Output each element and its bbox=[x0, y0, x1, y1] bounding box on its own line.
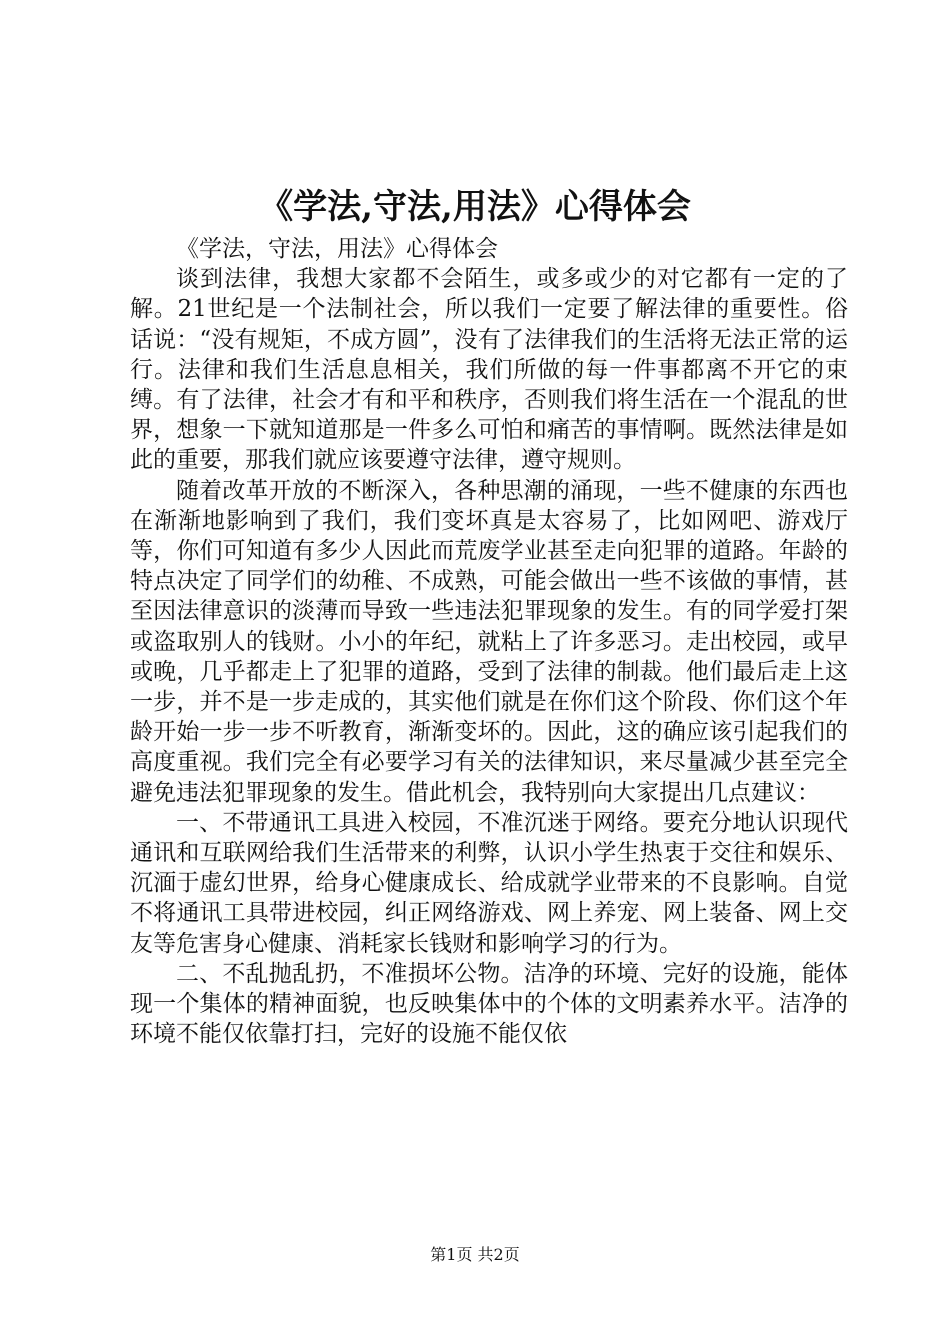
body-paragraph: 谈到法律，我想大家都不会陌生，或多或少的对它都有一定的了解。21世纪是一个法制社会，所以我们一定要了解法律的重要性。俗话说：“没有规矩，不成方圆”，没有了法律我们的生活将无法正常的运行。法律和我们生活息息相关，我们所做的每一件事都离不开它的束缚。有了法律，社会才有和平和秩序，否则我们将生活在一个混乱的世界，想象一下就知道那是一件多么可怕和痛苦的事情啊。既然法律是如此的重要，那我们就应该要遵守法律，遵守规则。 bbox=[130, 266, 848, 474]
subtitle-paragraph: 《学法，守法，用法》心得体会 bbox=[176, 236, 498, 262]
body-paragraph: 二、不乱抛乱扔，不准损坏公物。洁净的环境、完好的设施，能体现一个集体的精神面貌，也反映集体中的个体的文明素养水平。洁净的环境不能仅依靠打扫，完好的设施不能仅依 bbox=[130, 960, 848, 1048]
document-title: 《学法,守法,用法》心得体会 bbox=[259, 187, 691, 227]
body-paragraph: 一、不带通讯工具进入校园，不准沉迷于网络。要充分地认识现代通讯和互联网给我们生活带来的利弊，认识小学生热衷于交往和娱乐、沉湎于虚幻世界，给身心健康成长、给成就学业带来的不良影响。自觉不将通讯工具带进校园，纠正网络游戏、网上养宠、网上装备、网上交友等危害身心健康、消耗家长钱财和影响学习的行为。 bbox=[130, 809, 848, 957]
body-paragraph: 随着改革开放的不断深入，各种思潮的涌现，一些不健康的东西也在渐渐地影响到了我们，我们变坏真是太容易了，比如网吧、游戏厅等，你们可知道有多少人因此而荒废学业甚至走向犯罪的道路。年龄的特点决定了同学们的幼稚、不成熟，可能会做出一些不该做的事情，甚至因法律意识的淡薄而导致一些违法犯罪现象的发生。有的同学爱打架或盗取别人的钱财。小小的年纪，就粘上了许多恶习。走出校园，或早或晚，几乎都走上了犯罪的道路，受到了法律的制裁。他们最后走上这一步，并不是一步走成的，其实他们就是在你们这个阶段、你们这个年龄开始一步一步不听教育，渐渐变坏的。因此，这的确应该引起我们的高度重视。我们完全有必要学习有关的法律知识，来尽量减少甚至完全避免违法犯罪现象的发生。借此机会，我特别向大家提出几点建议： bbox=[130, 477, 848, 806]
document-body bbox=[130, 234, 848, 1049]
page-number-footer: 第1页 共2页 bbox=[430, 1245, 520, 1264]
